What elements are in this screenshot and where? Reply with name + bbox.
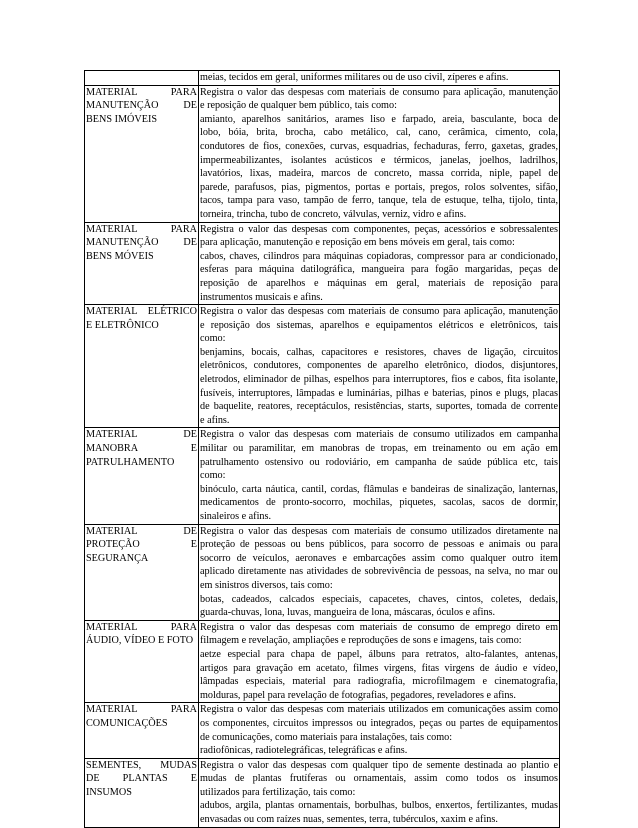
description-line: lobo, bóia, brita, brocha, cabo metálico, cal, cano, cerâmica, cimento, cola, [200,127,558,139]
description-line: torneira, trincha, tubo de concreto, válvulas, verniz, vidro e afins. [200,208,467,220]
description-line: benjamins, bocais, calhas, capacitores e resistores, chaves de ligação, circuitos [200,346,558,358]
category-cell [85,85,199,222]
description-cell [199,85,560,222]
document-page [84,70,560,828]
description-line: eletrônicos, condutores, componentes de aparelho eletrônico, diodos, disjuntores, [200,360,558,372]
description-line: socorro de veículos, aeronaves e embarcações assim como qualquer outro item [200,552,558,564]
description-line: parede, parafusos, pias, pigmentos, portas e portais, pregos, rolos solventes, sifão, [200,181,558,193]
category-cell [85,703,199,758]
description-line: binóculo, carta náutica, cantil, cordas, flâmulas e bandeiras de sinalização, lanternas, [200,483,558,495]
description-cell [199,524,560,620]
category-label-line: INSUMOS [86,786,132,798]
description-line: cabos, chaves, cilindros para máquinas copiadoras, compressor para ar condicionado, [200,250,558,262]
category-label-line: DE PLANTAS E [86,773,197,785]
category-label-line: MANUTENÇÃO DE [86,237,197,249]
description-line: militar ou paramilitar, em manobras de tropas, em treinamento ou em ação em [200,443,558,455]
description-cell [199,428,560,524]
description-line: esferas para máquina datilográfica, mangueira para fogão margaridas, peças de [200,264,558,276]
description-line: envasadas ou com raízes nuas, sementes, terra, tubérculos, xaxim e afins. [200,814,498,826]
description-cell [199,305,560,428]
table-row [85,85,560,222]
category-cell [85,620,199,703]
description-line: fusíveis, interruptores, lâmpadas e luminárias, pilhas e baterias, pinos e plugs, placas [200,387,558,399]
description-line: impermeabilizantes, isolantes acústicos e térmicos, janelas, joelhos, ladrilhos, [200,154,558,166]
description-line: patrulhamento ostensivo ou rodoviário, em campanha de saúde pública etc, tais [200,456,558,468]
description-line: e reposição de qualquer bem público, tais como: [200,100,397,112]
table-row [85,428,560,524]
category-label-line: BENS MÓVEIS [86,250,154,262]
description-line: Registra o valor das despesas com materiais utilizados em comunicações assim como [200,704,558,716]
description-line: de comunicações, como materiais para instalações, tais como: [200,731,453,743]
description-line: em sinistros diversos, tais como: [200,579,333,591]
description-line: lâmpadas especiais, material para radiografia, microfilmagem e cinematografia, [200,676,558,688]
description-line: mudas de plantas frutíferas ou ornamentais, assim como todos os insumos [200,773,558,785]
description-line: e afins. [200,414,230,426]
description-line: aplicado diretamente nas atividades de sobrevivência de pessoas, na selva, no mar ou [200,566,558,578]
description-line: filmagem e revelação, ampliações e reproduções de sons e imagens, tais como: [200,635,522,647]
description-line: botas, cadeados, calcados especiais, capacetes, chaves, cintos, coletes, dedais, [200,593,558,605]
table-row [85,222,560,305]
description-line: Registra o valor das despesas com materiais de consumo utilizados diretamente na [200,525,558,537]
description-line: os componentes, circuitos impressos ou integrados, peças ou partes de equipamentos [200,717,558,729]
description-line: como: [200,333,226,345]
description-line: molduras, papel para revelação de fotografias, pegadores, reveladores e afins. [200,689,516,701]
description-line: como: [200,470,226,482]
category-label-line: SEMENTES, MUDAS [86,759,197,771]
description-cell [199,71,560,86]
description-line: Registra o valor das despesas com componentes, peças, acessórios e sobressalentes [200,223,558,235]
category-label-line: BENS IMÓVEIS [86,113,158,125]
description-line: medicamentos de pronto-socorro, mochilas, piquetes, sacolas, sacos de dormir, [200,497,558,509]
description-line: lavatórios, lixas, madeira, marcos de concreto, massa corrida, niple, papel de [200,168,558,180]
description-line: Registra o valor das despesas com materiais de consumo de emprego direto em [200,621,558,633]
description-line: radiofônicas, radiotelegráficas, telegráficas e afins. [200,745,408,757]
description-line: tacos, tampa para vaso, tampão de ferro, tanque, tela de estuque, telha, tijolo, tinta, [200,195,558,207]
description-line: para aplicação, manutenção e reposição em bens móveis em geral, tais como: [200,237,515,249]
category-label-line: PROTEÇÃO E [86,539,197,551]
description-line: Registra o valor das despesas com qualquer tipo de semente destinada ao plantio e [200,759,558,771]
description-line: reposição de aparelhos e máquinas em geral, materiais de reposição para [200,277,558,289]
table-row [85,71,560,86]
description-line: Registra o valor das despesas com materiais de consumo para aplicação, manutenção [200,306,558,318]
table-row [85,703,560,758]
description-line: de baquelite, reatores, receptáculos, resistências, starts, suportes, tomada de corrente [200,401,558,413]
description-line: instrumentos musicais e afins. [200,291,323,303]
category-label-line: MATERIAL DE [86,429,197,441]
description-cell [199,703,560,758]
description-line: sinaleiros e afins. [200,511,272,522]
category-label-line: MATERIAL PARA [86,223,197,235]
description-line: condutores de fios, conexões, curvas, esquadrias, fechaduras, ferro, gaxetas, grades, [200,140,558,152]
table-row [85,758,560,827]
category-cell [85,71,199,86]
description-line: adubos, argila, plantas ornamentais, borbulhas, bulbos, enxertos, fertilizantes, mudas [200,800,558,812]
description-line: utilizados para fertilização, tais como: [200,786,356,798]
description-line: aetze especial para chapa de papel, álbuns para retratos, alto-falantes, antenas, [200,648,558,660]
category-cell [85,428,199,524]
category-label-line: E ELETRÔNICO [86,319,159,331]
category-label-line: MATERIAL PARA [86,86,197,98]
description-line: guarda-chuvas, lona, luvas, mangueira de lona, máscaras, óculos e afins. [200,607,496,619]
table-row [85,305,560,428]
description-line: artigos para gravação em acetato, filmes virgens, fitas virgens de áudio e vídeo, [200,662,558,674]
category-label-line: PATRULHAMENTO [86,456,175,468]
category-cell [85,758,199,827]
description-line: meias, tecidos em geral, uniformes militares ou de uso civil, zíperes e afins. [200,72,509,83]
table-row [85,620,560,703]
category-label-line: MATERIAL PARA [86,704,197,716]
table-row [85,524,560,620]
category-label-line: ÁUDIO, VÍDEO E FOTO [86,635,194,647]
description-line: Registra o valor das despesas com materiais de consumo para aplicação, manutenção [200,86,558,98]
category-label-line: MATERIAL PARA [86,621,197,633]
description-cell [199,620,560,703]
category-cell [85,524,199,620]
category-label-line: COMUNICAÇÕES [86,717,168,729]
category-cell [85,222,199,305]
description-line: proteção de pessoas ou bens públicos, para socorro de pessoas e animais ou para [200,539,558,551]
category-label-line: MANUTENÇÃO DE [86,100,197,112]
description-line: eletrodos, eliminador de pilhas, espelhos para interruptores, fios e cabos, fita isolante, [200,374,558,386]
category-label-line: MATERIAL DE [86,525,197,537]
expense-classification-table [84,70,560,828]
category-label-line: MATERIAL ELÉTRICO [86,306,197,318]
description-line: Registra o valor das despesas com materiais de consumo utilizados em campanha [200,429,558,441]
description-line: amianto, aparelhos sanitários, arames liso e farpado, areia, basculante, boca de [200,113,558,125]
description-line: e reposição dos sistemas, aparelhos e equipamentos elétricos e eletrônicos, tais [200,319,558,331]
category-label-line: SEGURANÇA [86,552,149,564]
category-cell [85,305,199,428]
description-cell [199,758,560,827]
category-label-line: MANOBRA E [86,443,197,455]
description-cell [199,222,560,305]
